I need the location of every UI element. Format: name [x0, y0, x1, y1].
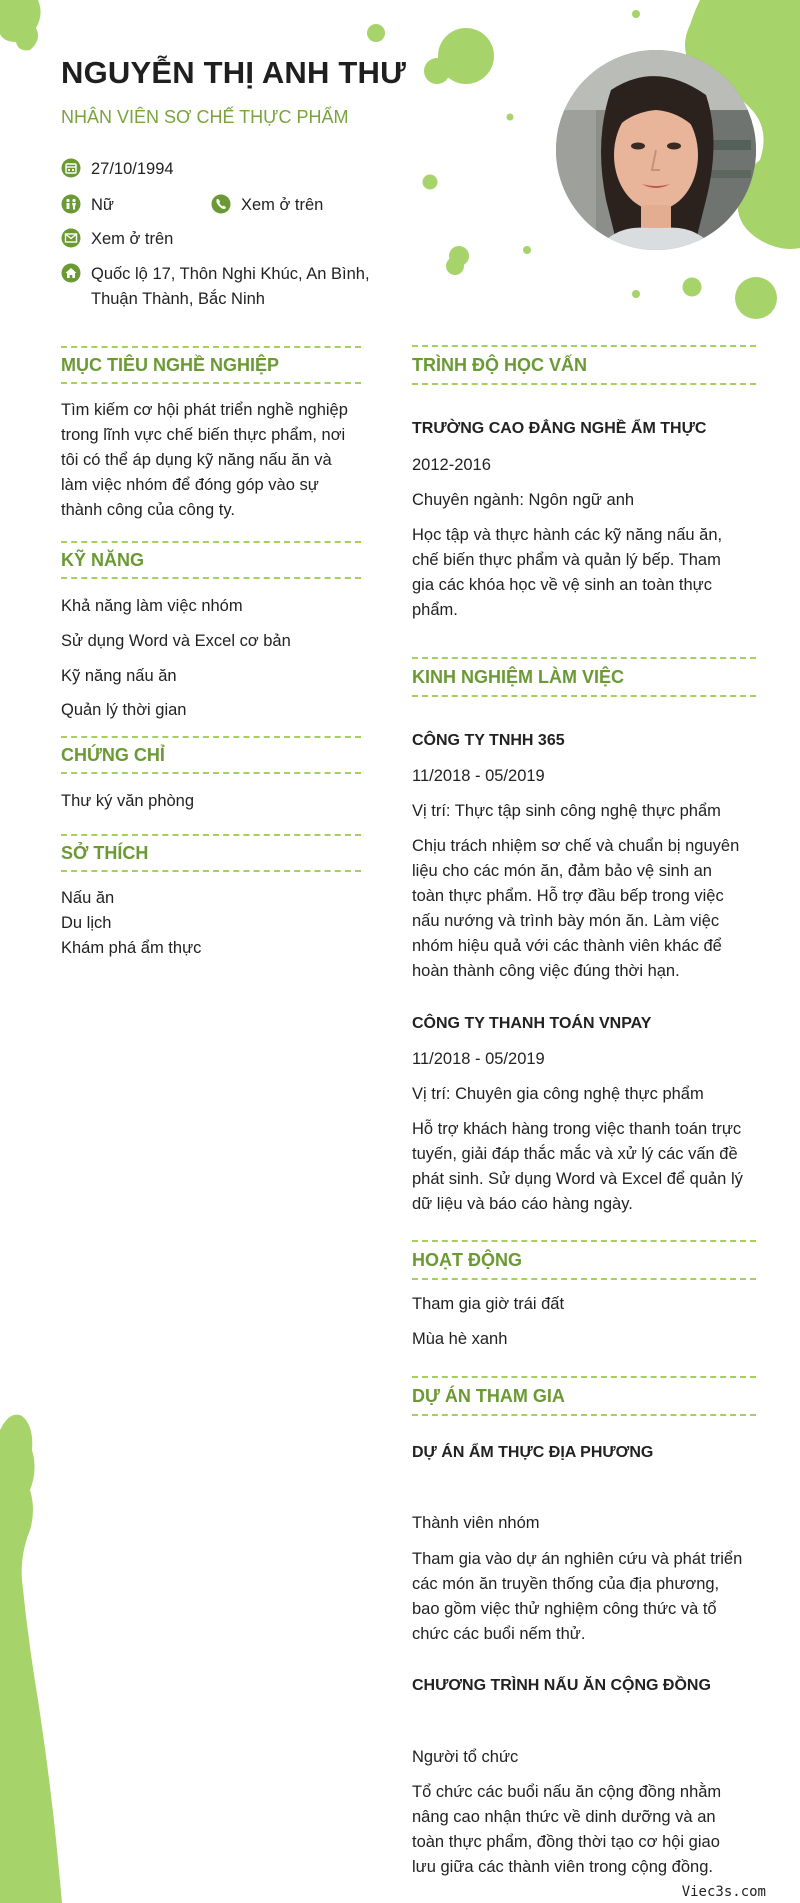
education-desc-line: Học tập và thực hành các kỹ năng nấu ăn, [412, 526, 723, 544]
experience-heading: KINH NGHIỆM LÀM VIỆC [412, 657, 756, 697]
job-description [412, 1117, 743, 1217]
job-desc-line: toàn thực phẩm. Hỗ trợ đầu bếp trong việc [412, 887, 724, 905]
job-position: Vị trí: Thực tập sinh công nghệ thực phẩm [412, 802, 721, 820]
profile-photo [556, 50, 756, 250]
project-desc-line: các món ăn truyền thống của địa phương, [412, 1575, 720, 1593]
project-desc-line: toàn thực phẩm, đồng thời tạo cơ hội giao [412, 1833, 720, 1851]
phone-text[interactable]: Xem ở trên [241, 196, 324, 214]
objective-text [61, 398, 361, 523]
objective-line: làm việc nhóm để đóng góp vào sự [61, 476, 319, 494]
job-period: 11/2018 - 05/2019 [412, 1050, 545, 1068]
candidate-name: NGUYỄN THỊ ANH THƯ [61, 55, 407, 90]
job-period: 11/2018 - 05/2019 [412, 767, 545, 785]
activities-heading: HOẠT ĐỘNG [412, 1240, 756, 1280]
home-icon [61, 263, 81, 283]
job-desc-line: nhóm hiệu quả với các thành viên khác để [412, 937, 722, 955]
company-name: CÔNG TY TNHH 365 [412, 732, 565, 749]
projects-heading: DỰ ÁN THAM GIA [412, 1376, 756, 1416]
job-title: NHÂN VIÊN SƠ CHẾ THỰC PHẨM [61, 107, 349, 127]
education-desc-line: gia các khóa học về vệ sinh an toàn thực [412, 576, 712, 594]
footer-watermark: Viec3s.com [681, 1884, 766, 1900]
activity-item: Mùa hè xanh [412, 1330, 508, 1348]
objective-line: thành công của công ty. [61, 501, 235, 519]
project-desc-line: lưu giữa các thành viên trong cộng đồng. [412, 1858, 713, 1876]
hobby-item: Khám phá ẩm thực [61, 939, 202, 957]
project-role: Người tổ chức [412, 1748, 519, 1766]
project-role: Thành viên nhóm [412, 1514, 540, 1532]
company-name: CÔNG TY THANH TOÁN VNPAY [412, 1015, 652, 1032]
project-desc-line: nâng cao nhận thức về dinh dưỡng và an [412, 1808, 716, 1826]
job-desc-line: Chịu trách nhiệm sơ chế và chuẩn bị nguyên [412, 837, 740, 855]
objective-line: tôi có thể áp dụng kỹ năng nấu ăn và [61, 451, 332, 469]
hobby-item: Nấu ăn [61, 889, 115, 907]
job-desc-line: tuyến, giải đáp thắc mắc và xử lý các vấn đề [412, 1145, 738, 1163]
job-desc-line: Hỗ trợ khách hàng trong việc thanh toán trực [412, 1120, 742, 1138]
certificate-item: Thư ký văn phòng [61, 792, 195, 810]
education-heading: TRÌNH ĐỘ HỌC VẤN [412, 345, 756, 385]
objective-line: Tìm kiếm cơ hội phát triển nghề nghiệp [61, 401, 348, 419]
job-desc-line: nấu nướng và trình bày món ăn. Làm việc [412, 912, 720, 930]
skill-item: Kỹ năng nấu ăn [61, 667, 177, 685]
address-line-1: Quốc lộ 17, Thôn Nghi Khúc, An Bình, [91, 265, 370, 283]
school-name: TRƯỜNG CAO ĐẲNG NGHỀ ẨM THỰC [412, 420, 707, 437]
project-desc-line: chức các buổi nếm thử. [412, 1625, 586, 1643]
job-desc-line: phát sinh. Sử dụng Word và Excel để quản lý [412, 1170, 743, 1188]
birthday-text: 27/10/1994 [91, 160, 174, 178]
education-description [412, 523, 722, 623]
objective-line: trong lĩnh vực chế biến thực phẩm, nơi [61, 426, 346, 444]
job-description [412, 834, 739, 984]
project-description [412, 1547, 742, 1647]
skill-item: Khả năng làm việc nhóm [61, 597, 243, 615]
project-name: CHƯƠNG TRÌNH NẤU ĂN CỘNG ĐỒNG [412, 1677, 711, 1694]
education-major: Chuyên ngành: Ngôn ngữ anh [412, 491, 635, 509]
address-line-2: Thuận Thành, Bắc Ninh [91, 290, 265, 308]
education-desc-line: phẩm. [412, 601, 458, 619]
email-icon [61, 228, 81, 248]
skill-item: Sử dụng Word và Excel cơ bản [61, 632, 291, 650]
job-position: Vị trí: Chuyên gia công nghệ thực phẩm [412, 1085, 704, 1103]
hobby-item: Du lịch [61, 914, 112, 932]
certificates-heading: CHỨNG CHỈ [61, 736, 361, 774]
calendar-icon [61, 158, 81, 178]
hobbies-heading: SỞ THÍCH [61, 834, 361, 872]
objective-heading: MỤC TIÊU NGHỀ NGHIỆP [61, 346, 361, 384]
education-desc-line: chế biến thực phẩm và quản lý bếp. Tham [412, 551, 721, 569]
gender-icon [61, 194, 81, 214]
email-text[interactable]: Xem ở trên [91, 230, 174, 248]
education-period: 2012-2016 [412, 456, 491, 474]
project-description [412, 1780, 721, 1880]
project-name: DỰ ÁN ẨM THỰC ĐỊA PHƯƠNG [412, 1444, 654, 1461]
skill-item: Quản lý thời gian [61, 701, 187, 719]
job-desc-line: dữ liệu và báo cáo hàng ngày. [412, 1195, 633, 1213]
skills-heading: KỸ NĂNG [61, 541, 361, 579]
job-desc-line: hoàn thành công việc đúng thời hạn. [412, 962, 680, 980]
project-desc-line: Tổ chức các buổi nấu ăn cộng đồng nhằm [412, 1783, 722, 1801]
job-desc-line: liệu cho các món ăn, đảm bảo vệ sinh an [412, 862, 712, 880]
project-desc-line: bao gồm việc thử nghiệm công thức và tổ [412, 1600, 717, 1618]
phone-icon [211, 194, 231, 214]
project-desc-line: Tham gia vào dự án nghiên cứu và phát triển [412, 1550, 743, 1568]
gender-text: Nữ [91, 196, 114, 214]
activity-item: Tham gia giờ trái đất [412, 1295, 565, 1313]
